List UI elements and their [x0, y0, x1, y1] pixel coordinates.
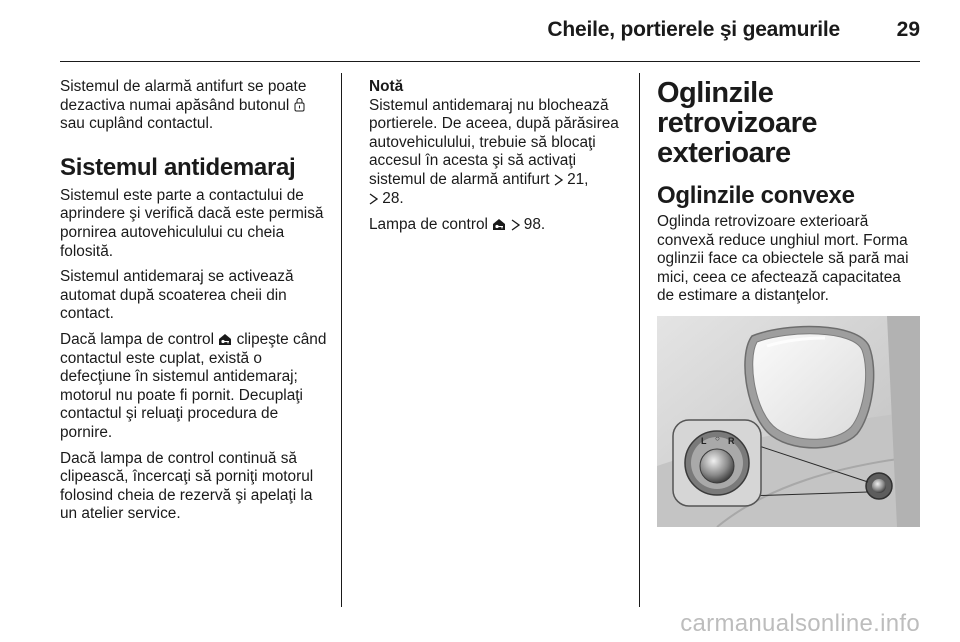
section-heading-mirrors: Oglinzile retrovizoare exterioare — [657, 77, 818, 169]
note-text: Sistemul antidemaraj nu blochează portierele. De aceea, după părăsirea autovehiculului, trebuie să blocaţi accesul în acesta şi să activaţi sistemul de alarmă antifurt 21, 28. — [369, 96, 619, 207]
paragraph-convex: Oglinda retrovizoare exterioară convexă reduce unghiul mort. Forma oglinzii face ca obiectele să pară mai mici, ceea ce afectează capacitatea de estimare a distanţelor. — [657, 213, 909, 305]
section-heading-immobilizer: Sistemul antidemaraj — [60, 153, 296, 181]
paragraph-immobilizer-fault: Dacă lampa de control clipeşte când contactul este cuplat, există o defecţiune în sistemul antidemaraj; motorul nu poate fi pornit. Decuplaţi contactul şi reluaţi procedura de pornire. — [60, 330, 327, 441]
page-number: 29 — [896, 18, 920, 41]
svg-text:○: ○ — [715, 434, 720, 443]
immobilizer-lamp-icon — [218, 333, 232, 346]
immobilizer-lamp-icon — [492, 218, 506, 231]
column-middle — [369, 78, 631, 242]
running-header-title: Cheile, portierele şi geamurile — [547, 18, 840, 41]
note-title: Notă — [369, 78, 404, 95]
mirror-adjust-illustration — [657, 316, 920, 527]
column-divider-2 — [639, 73, 640, 607]
column-divider-1 — [341, 73, 342, 607]
note-block — [369, 78, 631, 208]
page-reference-arrow-icon — [511, 219, 520, 231]
watermark: carmanualsonline.info — [680, 610, 920, 637]
paragraph-alarm-deactivate: Sistemul de alarmă antifurt se poate dezactiva numai apăsând butonul sau cuplând contactul. — [60, 78, 307, 133]
paragraph-immobilizer-intro: Sistemul este parte a contactului de aprindere şi verifică dacă este permisă pornirea autovehiculului cu cheia folosită. — [60, 186, 324, 260]
paragraph-control-lamp: Lampa de control 98. — [369, 216, 546, 234]
column-left — [60, 78, 330, 531]
paragraph-immobilizer-auto: Sistemul antidemaraj se activează automat după scoaterea cheii din contact. — [60, 268, 294, 323]
page-reference-arrow-icon — [554, 174, 563, 186]
subheading-convex: Oglinzile convexe — [657, 182, 855, 209]
paragraph-immobilizer-spare-key: Dacă lampa de control continuă să clipească, încercaţi să porniţi motorul folosind cheia de rezervă şi apelaţi la un atelier service. — [60, 449, 314, 523]
knob-label-right: R — [728, 436, 735, 446]
lock-button-icon — [294, 97, 305, 112]
mirror-illustration-svg — [657, 316, 920, 527]
knob-label-left: L — [701, 436, 707, 446]
header-divider — [60, 61, 920, 62]
page-reference-arrow-icon — [369, 193, 378, 205]
mirror-control-knob — [700, 449, 734, 483]
